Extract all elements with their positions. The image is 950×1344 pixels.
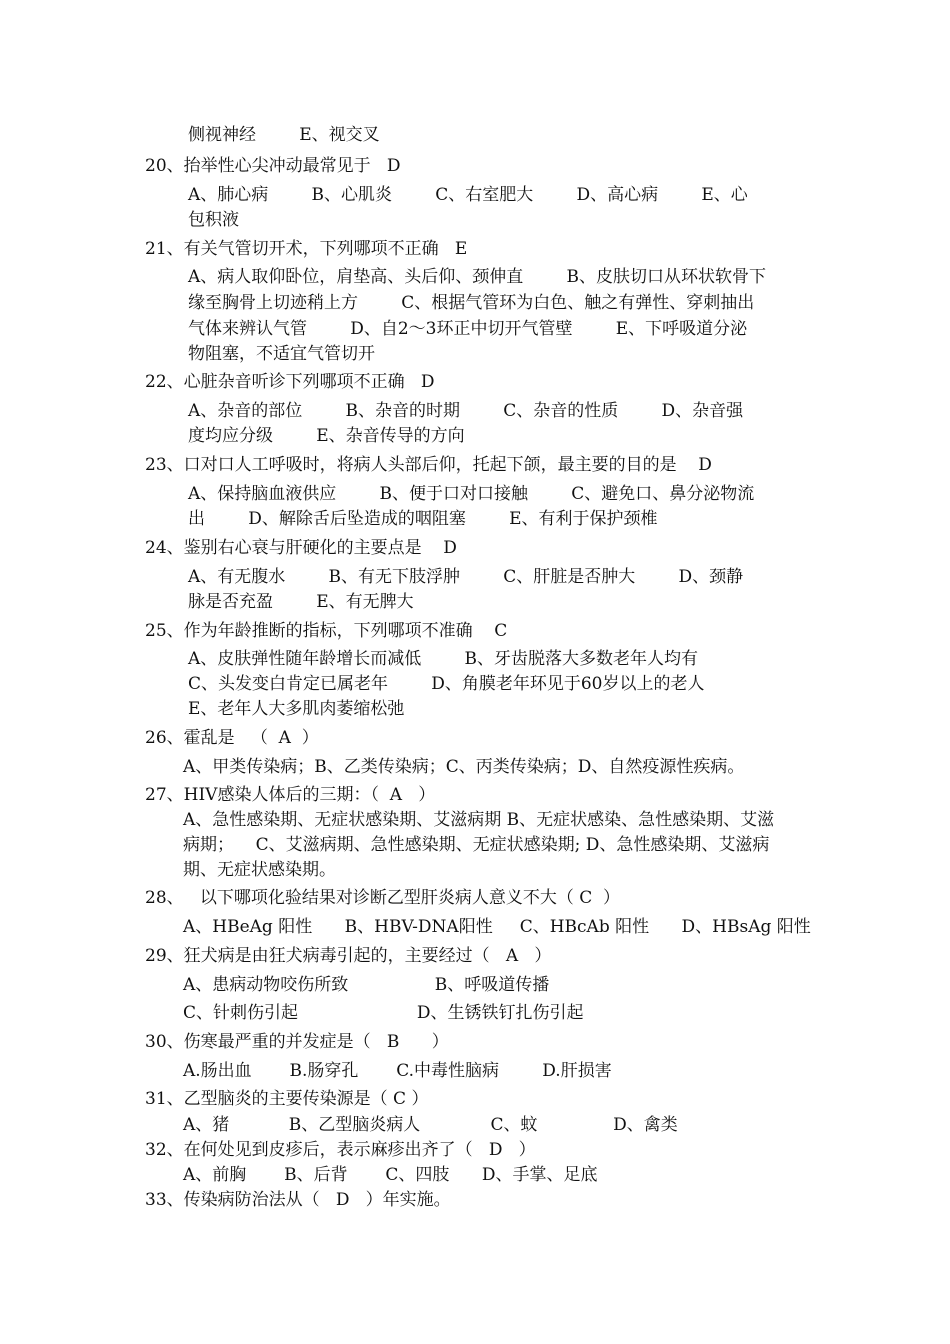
options-line: A、急性感染期、无症状感染期、艾滋病期 B、无症状感染、急性感染期、艾滋 (183, 810, 775, 830)
options-line: A、肺心病 B、心肌炎 C、右室肥大 D、高心病 E、心 (188, 185, 748, 205)
options-line: A、前胸 B、后背 C、四肢 D、手掌、足底 (183, 1165, 598, 1185)
question-line: 20、抬举性心尖冲动最常见于 D (145, 156, 401, 176)
options-line: A、病人取仰卧位，肩垫高、头后仰、颈伸直 B、皮肤切口从环状软骨下 (188, 267, 766, 287)
question-line: 28、 以下哪项化验结果对诊断乙型肝炎病人意义不大（ C ） (145, 888, 621, 908)
options-line: C、头发变白肯定已属老年 D、角膜老年环见于60岁以上的老人 (188, 674, 705, 694)
options-line: 脉是否充盈 E、有无脾大 (188, 592, 414, 612)
question-line: 24、鉴别右心衰与肝硬化的主要点是 D (145, 538, 457, 558)
options-line: 物阻塞，不适宜气管切开 (188, 344, 375, 364)
options-line: A、猪 B、乙型脑炎病人 C、蚊 D、禽类 (183, 1115, 678, 1135)
question-line: 23、口对口人工呼吸时，将病人头部后仰，托起下颌，最主要的目的是 D (145, 455, 712, 475)
options-line: A、患病动物咬伤所致 B、呼吸道传播 (183, 975, 550, 995)
question-line: 32、在何处见到皮疹后，表示麻疹出齐了（ D ） (145, 1140, 536, 1160)
options-line: C、针刺伤引起 D、生锈铁钉扎伤引起 (183, 1003, 584, 1023)
question-line: 27、HIV感染人体后的三期：（ A ） (145, 785, 436, 805)
options-line: A、HBeAg 阳性 B、HBV-DNA阳性 C、HBcAb 阳性 D、HBsAg 阳性 (183, 917, 811, 937)
options-line: 度均应分级 E、杂音传导的方向 (188, 426, 465, 446)
question-line: 30、伤寒最严重的并发症是（ B ） (145, 1032, 449, 1052)
text-line: 侧视神经 E、视交叉 (188, 125, 380, 145)
question-line: 26、霍乱是 （ A ） (145, 728, 319, 748)
question-line: 21、有关气管切开术，下列哪项不正确 E (145, 239, 468, 259)
question-line: 31、乙型脑炎的主要传染源是（ C ） (145, 1089, 429, 1109)
options-line: E、老年人大多肌肉萎缩松弛 (188, 699, 405, 719)
options-line: 期、无症状感染期。 (183, 860, 336, 880)
options-line: A、杂音的部位 B、杂音的时期 C、杂音的性质 D、杂音强 (188, 401, 744, 421)
options-line: A.肠出血 B.肠穿孔 C.中毒性脑病 D.肝损害 (183, 1061, 612, 1081)
question-line: 22、心脏杂音听诊下列哪项不正确 D (145, 372, 435, 392)
options-line: 病期； C、艾滋病期、急性感染期、无症状感染期; D、急性感染期、艾滋病 (183, 835, 770, 855)
question-line: 29、狂犬病是由狂犬病毒引起的，主要经过（ A ） (145, 946, 552, 966)
question-line: 33、传染病防治法从（ D ）年实施。 (145, 1190, 451, 1210)
options-line: A、皮肤弹性随年龄增长而减低 B、牙齿脱落大多数老年人均有 (188, 649, 698, 669)
options-line: A、甲类传染病；B、乙类传染病；C、丙类传染病；D、自然疫源性疾病。 (183, 757, 745, 777)
options-line: 气体来辨认气管 D、自2～3环正中切开气管壁 E、下呼吸道分泌 (188, 319, 748, 339)
options-line: A、保持脑血液供应 B、便于口对口接触 C、避免口、鼻分泌物流 (188, 484, 755, 504)
options-line: 缘至胸骨上切迹稍上方 C、根据气管环为白色、触之有弹性、穿刺抽出 (188, 293, 755, 313)
options-line: A、有无腹水 B、有无下肢浮肿 C、肝脏是否肿大 D、颈静 (188, 567, 744, 587)
options-line: 出 D、解除舌后坠造成的咽阻塞 E、有利于保护颈椎 (188, 509, 658, 529)
options-line: 包积液 (188, 210, 239, 230)
question-line: 25、作为年龄推断的指标，下列哪项不准确 C (145, 621, 508, 641)
